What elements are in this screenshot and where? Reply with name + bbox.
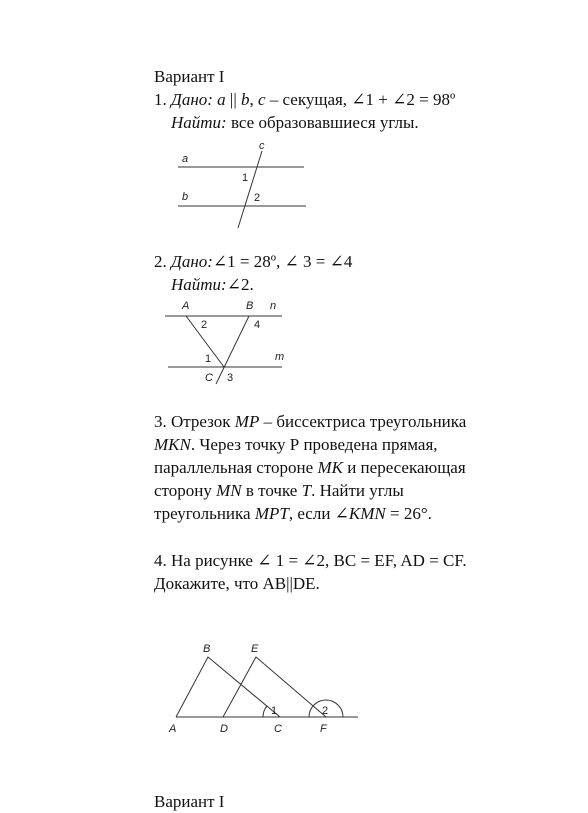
label-angle-2: 2	[322, 705, 329, 717]
label-B: B	[246, 300, 254, 312]
label-D: D	[220, 723, 228, 735]
problem-1-find: Найти: все образовавшиеся углы.	[171, 113, 419, 132]
label-a: a	[182, 153, 189, 165]
label-angle-3: 3	[227, 372, 234, 384]
label-A: A	[169, 723, 177, 735]
label-angle-2: 2	[201, 319, 208, 331]
label-m: m	[275, 351, 285, 363]
label-C: C	[205, 372, 213, 384]
label-B: B	[203, 643, 211, 655]
label-angle-1: 1	[242, 172, 249, 184]
problem-3-line-4: сторону MN в точке T. Найти углы	[154, 481, 404, 500]
problem-2-given: 2. Дано:∠1 = 28º, ∠ 3 = ∠4	[154, 252, 353, 271]
variant-title: Вариант I	[154, 67, 225, 86]
figure-parallel-lines-secant	[170, 138, 320, 234]
label-A: A	[182, 300, 190, 312]
arc-angle-1	[263, 706, 267, 717]
problem-4-line-2: Докажите, что AB||DE.	[154, 574, 320, 593]
problem-4-line-1: 4. На рисунке ∠ 1 = ∠2, BC = EF, AD = CF.	[154, 551, 467, 570]
given-label: Дано:	[171, 90, 213, 109]
problem-3-line-2: MKN. Через точку Р проведена прямая,	[154, 435, 438, 454]
label-angle-1: 1	[205, 353, 212, 365]
label-c: c	[259, 140, 265, 152]
find-label: Найти:	[171, 113, 227, 132]
line-c	[238, 151, 262, 228]
next-variant-title: Вариант I	[154, 792, 225, 811]
label-b: b	[182, 191, 189, 203]
problem-3-line-3: параллельная стороне MK и пересекающая	[154, 458, 466, 477]
label-C: C	[274, 723, 282, 735]
label-F: F	[320, 723, 327, 735]
label-angle-4: 4	[254, 319, 261, 331]
figure-two-triangles	[160, 635, 370, 747]
problem-3-line-1: 3. Отрезок MP – биссектриса треугольника	[154, 412, 467, 431]
problem-3-line-5: треугольника MPT, если ∠KMN = 26°.	[154, 504, 432, 523]
label-angle-2: 2	[254, 192, 261, 204]
label-n: n	[270, 300, 277, 312]
problem-1-given: 1. Дано: a || b, c – секущая, ∠1 + ∠2 = 98º	[154, 90, 456, 109]
figure-triangle-parallel-lines	[160, 296, 300, 388]
problem-2-find: Найти:∠2.	[171, 275, 254, 294]
label-E: E	[251, 643, 259, 655]
label-angle-1: 1	[271, 705, 278, 717]
